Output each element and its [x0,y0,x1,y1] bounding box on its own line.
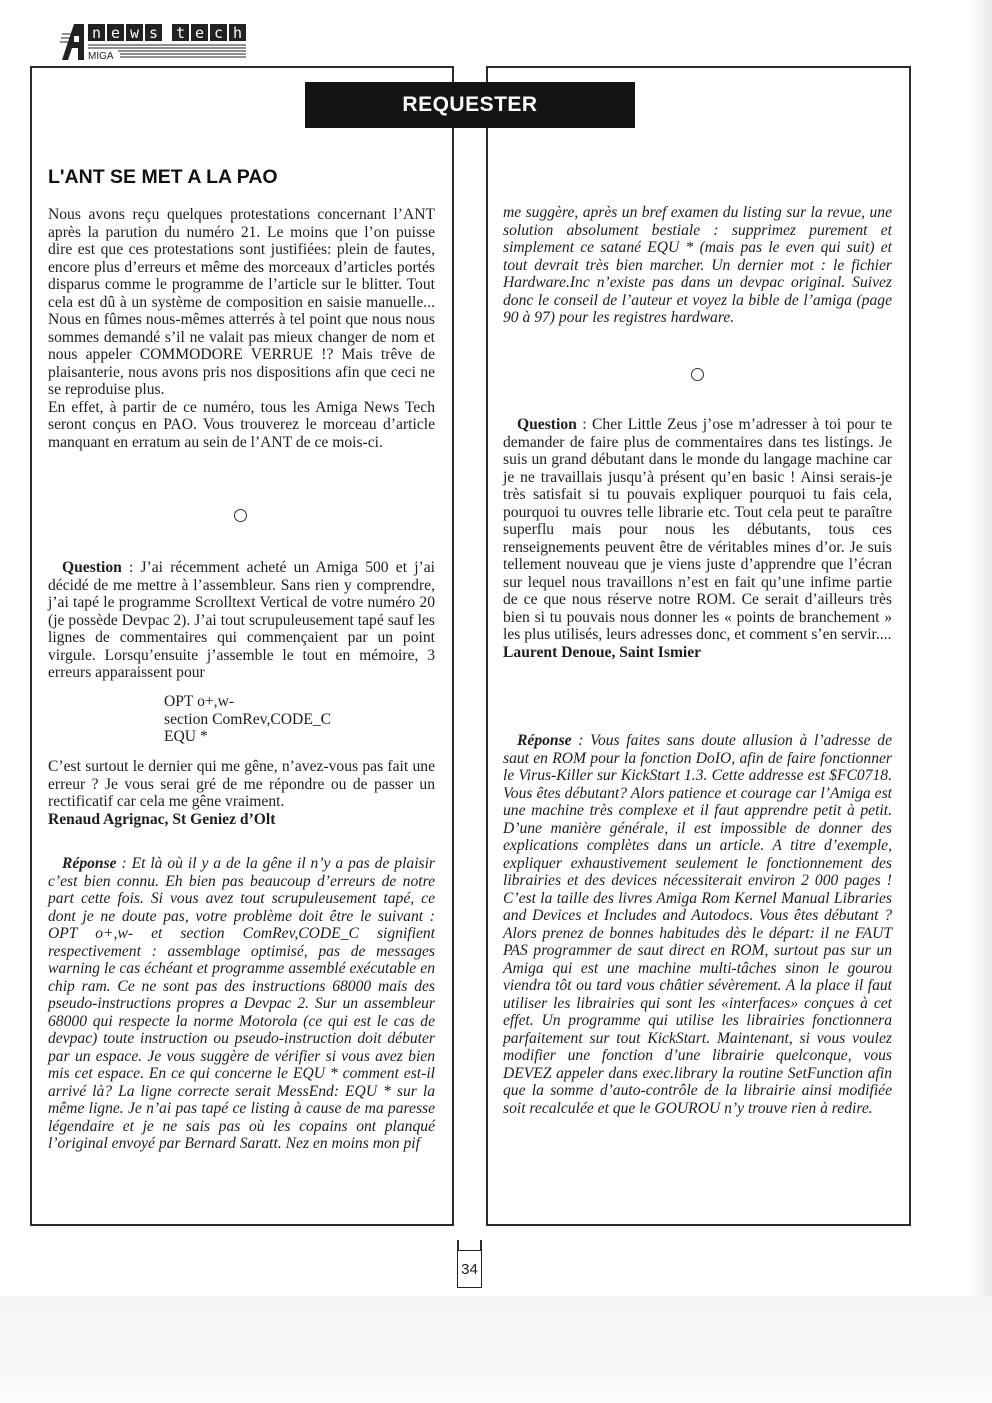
answer-1-continued [503,204,892,327]
code-line: EQU * [164,728,208,745]
question-label: Question [517,416,577,433]
intro-text [48,206,435,451]
svg-text:t: t [175,24,186,42]
answer-text: : Et là où il y a de la gêne il n’y a pas de plaisir c’est bien connu. Eh bien pas beaucoup d’erreurs de notre part cette fois. Si vous avez tout scrupuleusement tapé, ce dont je ne doute pas, votre problème doit être le suivant : OPT o+,w- et section ComRev,CODE_C signifient respectivement : assemblage optimisé, pas de messages warning le cas échéant et programme assemblé exécutable en chip ram. Ce ne sont pas des instructions 68000 mais des pseudo-instructions propres a Devpac 2. Sur un assembleur 68000 qui respecte la norme Motorola (ce qui est le cas de devpac) toute instruction ou pseudo-instruction doit débuter par un espace. Je vous suggère de vérifier si vous avez bien mis cet espace. En ce qui concerne le EQU * comment est-il arrivé là? La ligne correcte serait MessEnd: EQU * sur la même ligne. Je n’ai pas tapé ce listing à cause de ma paresse légendaire et je ne sais pas où les copains ont planqué l’original envoyé par Bernard Saratt. Nez en moins mon pif [48,855,435,1152]
svg-text:w: w [129,24,140,42]
question-label: Question [62,559,122,576]
question-author: Renaud Agrignac, St Geniez d’Olt [48,810,276,828]
code-line: section ComRev,CODE_C [164,710,332,728]
article-headline: L'ANT SE MET A LA PAO [48,166,278,188]
answer-1 [48,855,435,1153]
separator-circle [234,509,247,522]
scan-shading [968,0,992,1296]
intro-paragraph-1: Nous avons reçu quelques protestations concernant l’ANT après la parution du numéro 21. Le moins que l’on puisse dire est que ces protestations sont justifiées: plein de fautes, encore plus d’erreurs et même des morceaux d’articles portés disparus comme le programme de l’article sur le blitter. Tout cela est dû à un système de composition en saisie manuelle... Nous en fûmes nous-mêmes atterrés à tel point que nous nous sommes demandé s’il ne valait pas mieux changer de nom et nous appeler COMMODORE VERRUE !? Mais trêve de plaisanterie, nous avons pris nos dispositions afin que ceci ne se reproduise plus. [48,206,435,398]
page-number: 34 [457,1250,482,1288]
svg-text:c: c [213,24,224,42]
amiga-news-tech-logo [60,20,260,62]
section-banner: REQUESTER [305,82,635,128]
code-listing [164,693,464,746]
svg-text:e: e [194,24,205,42]
svg-text:MIGA: MIGA [88,51,114,62]
svg-text:s: s [148,24,159,42]
question-2 [503,416,892,661]
answer-text: : Vous faites sans doute allusion à l’adresse de saut en ROM pour la fonction DoIO, afin de faire fonctionner le Virus-Killer sur KickStart 1.3. Cette addresse est $FC0718. Vous êtes débutant? Alors patience et courage car l’Amiga est une machine très complexe et il faut apprendre petit à petit. D’une manière générale, il est impossible de donner des explications complètes dans un article. A titre d’exemple, expliquer exhaustivement seulement le fonctionnement des librairies et des devices nécessiterait environ 2 000 pages ! C’est la taille des livres Amiga Rom Kernel Manual Libraries and Devices et Includes and Autodocs. Vous êtes débutant ? Alors prenez de bonnes habitudes dès le départ: il ne FAUT PAS programmer de saut direct en ROM, surtout pas sur un Amiga qui est une machine multi-tâches sinon le gourou viendra tôt ou tard vous châtier sévèrement. A la place il faut utiliser les librairies qui sont les «interfaces» conçues à cet effet. Un programme qui utilise les librairies fonctionnera parfaitement sur tout KickStart. Maintenant, si vous voulez modifier une fonction d’une librairie quelconque, vous DEVEZ appeler dans exec.library la routine SetFunction afin que la somme d’auto-contrôle de la librairie ainsi modifiée soit recalculée et que le GOUROU n’y trouve rien à redire. [503,732,892,1117]
code-line: OPT o+,w- [164,693,235,710]
question-author: Laurent Denoue, Saint Ismier [503,643,702,661]
answer-label: Réponse [62,855,117,872]
question-text: : Cher Little Zeus j’ose m’adresser à toi pour te demander de faire plus de commentaires dans tes listings. Je suis un grand débutant dans le monde du langage machine car je ne travaillais jusqu’à présent qu’en basic ! Ainsi serais-je très satisfait si tu pouvais expliquer pourquoi tu fais cela, pourquoi tu ouvres telle librarie etc. Tout cela peut te paraître superflu mais pour nous les débutants, tous ces renseignements peuvent être de véritables mines d’or. Je suis tellement nouveau que je viens juste d’apprendre que l’écran sur lequel nous travaillons n’est en fait qu’une infime partie de ce que nous réserve notre ROM. Ce serait d’ailleurs très bien si tu pouvais nous donner les « points de branchement » les plus utilisés, leurs adresses donc, et comment s’en servir.... [503,416,892,643]
question-text: : J’ai récemment acheté un Amiga 500 et j’ai décidé de me mettre à l’assembleur. Sans rien y comprendre, j’ai tapé le programme Scrolltext Vertical de votre numéro 20 (je possède Devpac 2). J’ai tout scrupuleusement tapé sauf les lignes de commentaires qui commençaient par un point virgule. Lorsqu’ensuite j’assemble le tout en mémoire, 3 erreurs apparaissent pour [48,559,435,681]
svg-text:e: e [110,24,121,42]
answer-label: Réponse [517,732,572,749]
question-followup-text: C’est surtout le dernier qui me gêne, n’avez-vous pas fait une erreur ? Je vous serai gré de me répondre ou de passer un rectificatif car cela me gêne vraiment. [48,758,435,810]
answer-2 [503,732,892,1117]
question-1 [48,559,435,682]
scan-bottom-margin [0,1296,992,1403]
intro-paragraph-2: En effet, à partir de ce numéro, tous les Amiga News Tech seront conçus en PAO. Vous trouverez le morceau d’article manquant en erratum au sein de l’ANT de ce mois-ci. [48,398,435,451]
answer-continued-text: me suggère, après un bref examen du listing sur la revue, une solution absolument bestiale : supprimez purement et simplement ce satané EQU * (mais pas le even qui suit) et tout devrait très bien marcher. Un dernier mot : le fichier Hardware.Inc n’existe pas dans un devpac original. Suivez donc le conseil de l’auteur et voyez la bible de l’amiga (page 90 à 97) pour les registres hardware. [503,204,892,326]
question-1-followup [48,758,435,828]
svg-text:h: h [232,24,243,42]
svg-text:n: n [91,24,102,42]
separator-circle [691,368,704,381]
